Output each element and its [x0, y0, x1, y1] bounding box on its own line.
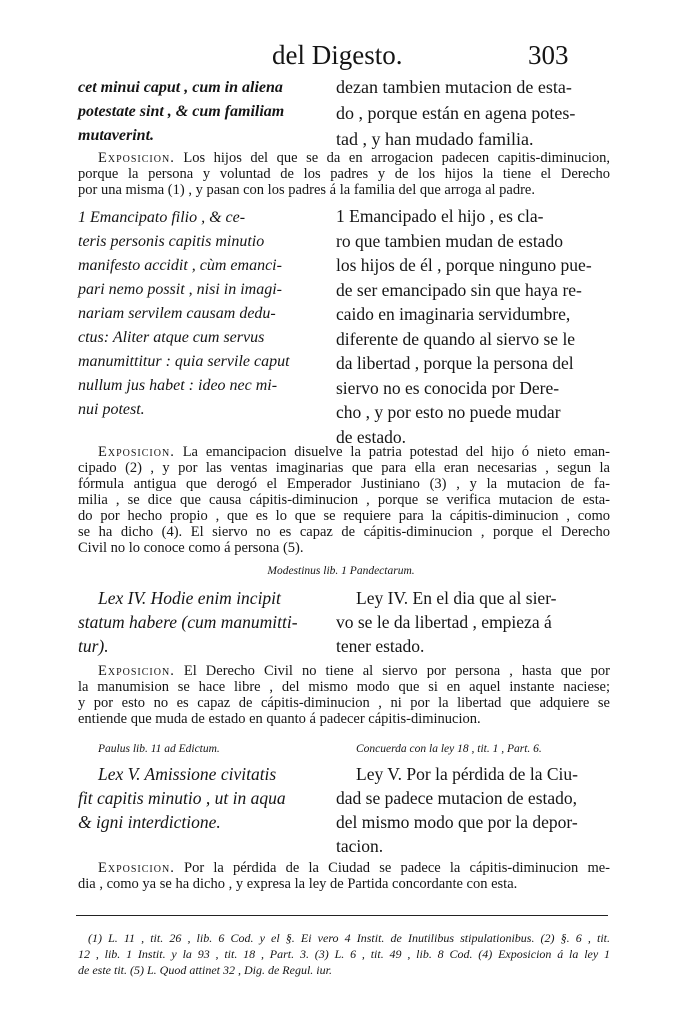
latin-line: nullum jus habet : ideo nec mi-: [78, 377, 278, 394]
exposition-line: cipado (2) , y por las ventas imaginarias que para ella eran necesarias , segun la: [78, 460, 610, 476]
footnote-line: (1) L. 11 , tit. 26 , lib. 6 Cod. y el §. Ei vero 4 Instit. de Inutilibus stipulationibus. (2) §. 6 , tit.: [88, 931, 610, 945]
spanish-line: Ley IV. En el dia que al sier-: [356, 588, 557, 608]
exposition-4: [78, 860, 610, 892]
exposition-2: [78, 444, 610, 556]
exposition-label: Exposicion.: [98, 150, 175, 166]
spanish-line: dad se padece mutacion de estado,: [336, 788, 578, 808]
footnotes: [78, 930, 610, 978]
spanish-text-block-3: [336, 586, 608, 658]
latin-line: teris personis capitis minutio: [78, 233, 265, 250]
latin-line: cet minui caput , cum in aliena: [78, 79, 283, 96]
spanish-line: de ser emancipado sin que haya re-: [336, 279, 582, 300]
spanish-line: del mismo modo que por la depor-: [336, 812, 578, 832]
spanish-line: do , porque están en agena potes-: [336, 103, 576, 123]
exposition-line: do por hecho propio , que es lo que se requiere para la cápitis-diminucion , como: [78, 508, 610, 524]
latin-line: Lex V. Amissione civitatis: [98, 764, 277, 784]
source-heading: Paulus lib. 11 ad Edictum.: [98, 743, 220, 755]
spanish-line: 1 Emancipado el hijo , es cla-: [336, 206, 544, 226]
spanish-line: diferente de quando al siervo se le: [336, 328, 576, 349]
exposition-line: entiende que muda de estado en quanto á padecer cápitis-diminucion.: [78, 711, 481, 727]
exposition-line: milia , se dice que causa cápitis-diminucion , porque se verifica mutacion de esta-: [78, 492, 610, 508]
exposition-line: por una misma (1) , y pasan con los padres á la familia del que arroga al padre.: [78, 182, 535, 198]
latin-line: nariam servilem causam dedu-: [78, 305, 276, 322]
spanish-line: los hijos de él , porque ninguno pue-: [336, 255, 592, 275]
footnote-line: 12 , lib. 1 Instit. y la 93 , tit. 18 , Part. 3. (3) L. 6 , tit. 49 , lib. 8 Cod. (4) Exposicion á la ley 1: [78, 947, 610, 961]
exposition-line: Civil no lo conoce como á persona (5).: [78, 540, 304, 556]
exposition-line: Exposicion. La emancipacion disuelve la patria potestad del hijo ó nieto eman-: [98, 444, 611, 460]
exposition-1: [78, 150, 610, 198]
spanish-line: vo se le da libertad , empieza á: [336, 612, 552, 632]
exposition-label: Exposicion.: [98, 860, 175, 876]
exposition-line: fórmula antigua que derogó el Emperador Justiniano (3) , y la mutacion de fa-: [78, 476, 610, 492]
latin-text-block-4: [78, 762, 320, 834]
latin-line: 1 Emancipato filio , & ce-: [78, 209, 246, 226]
exposition-line: se ha dicho (4). El siervo no es capaz de cápitis-diminucion , porque el Derecho: [78, 524, 610, 540]
latin-line: pari nemo possit , nisi in imagi-: [78, 281, 283, 298]
exposition-label: Exposicion.: [98, 444, 175, 460]
spanish-line: caido en imaginaria servidumbre,: [336, 304, 571, 324]
spanish-line: ro que tambien mudan de estado: [336, 230, 563, 251]
latin-line: fit capitis minutio , ut in aqua: [78, 788, 286, 808]
exposition-line: dia , como ya se ha dicho , y expresa la ley de Partida concordante con esta.: [78, 876, 518, 892]
concordance-heading: Concuerda con la ley 18 , tit. 1 , Part. 6.: [356, 743, 542, 755]
spanish-line: siervo no es conocida por Dere-: [336, 377, 560, 398]
latin-line: ctus: Aliter atque cum servus: [78, 329, 265, 346]
source-heading: Modestinus lib. 1 Pandectarum.: [267, 565, 415, 577]
latin-text-block-3: [78, 586, 320, 658]
running-title: del Digesto.: [272, 40, 403, 70]
spanish-text-block-2: [336, 204, 608, 449]
spanish-text-block-1: [336, 74, 608, 152]
spanish-line: da libertad , porque la persona del: [336, 353, 574, 373]
spanish-line: de estado.: [336, 426, 406, 447]
spanish-line: dezan tambien mutacion de esta-: [336, 77, 572, 97]
spanish-text-block-4: [336, 762, 608, 858]
latin-line: manifesto accidit , cùm emanci-: [78, 257, 282, 274]
latin-line: Lex IV. Hodie enim incipit: [98, 588, 281, 608]
spanish-line: tad , y han mudado familia.: [336, 129, 534, 149]
exposition-line: Exposicion. Por la pérdida de la Ciudad se padece la cápitis-diminucion me-: [98, 860, 610, 876]
exposition-line: porque la persona y voluntad de los padres y de los hijos la tiene el Derecho: [78, 166, 610, 182]
exposition-3: [78, 663, 610, 727]
exposition-line: y por esto no es capaz de cápitis-diminucion , ni por la libertad que adquiere se: [78, 695, 610, 711]
latin-line: & igni interdictione.: [78, 812, 221, 832]
latin-line: tur).: [78, 636, 109, 656]
latin-line: potestate sint , & cum familiam: [78, 103, 285, 120]
latin-line: manumittitur : quia servile caput: [78, 353, 290, 370]
spanish-line: tacion.: [336, 836, 384, 856]
exposition-label: Exposicion.: [98, 663, 175, 679]
latin-line: nui potest.: [78, 401, 145, 418]
footnote-divider: [76, 915, 608, 916]
running-header: [0, 40, 682, 70]
spanish-line: Ley V. Por la pérdida de la Ciu-: [356, 764, 578, 784]
latin-line: mutaverint.: [78, 127, 155, 144]
footnote-line: de este tit. (5) L. Quod attinet 32 , Dig. de Regul. iur.: [78, 963, 332, 977]
page-number: 303: [528, 40, 569, 70]
spanish-line: tener estado.: [336, 636, 425, 656]
latin-line: statum habere (cum manumitti-: [78, 612, 298, 632]
exposition-line: Exposicion. Los hijos del que se da en arrogacion padecen capitis-diminucion,: [98, 150, 611, 166]
latin-text-block-2: [78, 206, 316, 422]
exposition-line: Exposicion. El Derecho Civil no tiene al siervo por persona , hasta que por: [98, 663, 611, 679]
latin-text-block-1: [78, 76, 316, 148]
exposition-line: la manumision se hace libre , del mismo modo que si en aquel instante naciese;: [78, 679, 610, 695]
spanish-line: cho , y por esto no puede mudar: [336, 402, 561, 422]
